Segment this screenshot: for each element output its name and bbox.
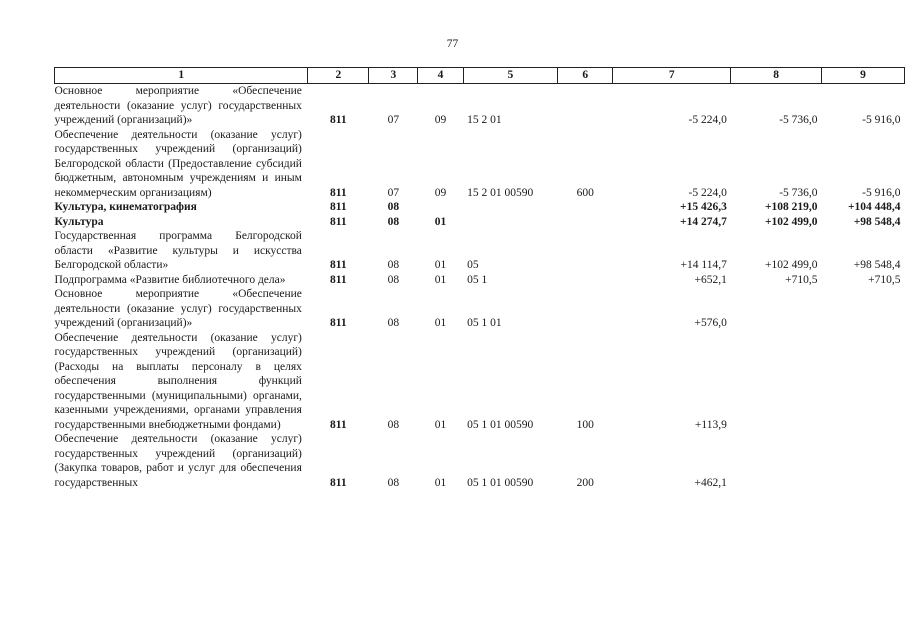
amount-cell: -5 916,0 [862,114,901,126]
table-row [55,287,905,331]
subsection-cell: 01 [434,418,447,431]
section-cell: 08 [387,259,400,271]
target-article-cell [463,215,558,230]
expense-type-cell [558,215,613,230]
section-cell: 07 [387,114,400,126]
admin-code-cell: 811 [330,476,347,489]
section-cell: 08 [387,201,400,213]
table-row [55,229,905,273]
column-header: 9 [822,68,905,84]
column-header: 7 [613,68,731,84]
section-cell: 07 [387,186,400,199]
admin-code-cell: 811 [330,317,347,329]
amount-cell: +102 499,0 [764,215,818,228]
row-name-cell: Обеспечение деятельности (оказание услуг) государственных учреждений (организаций) (Закупка товаров, работ и услуг для обеспечения государственных [54,433,302,489]
amount-cell: +652,1 [694,273,727,286]
amount-cell: +15 426,3 [680,201,727,213]
subsection-cell: 09 [434,186,447,199]
column-header: 2 [308,68,369,84]
column-header: 8 [731,68,822,84]
section-cell: 08 [387,476,400,489]
admin-code-cell: 811 [330,259,347,271]
expense-type-cell [558,84,613,128]
table-header [55,68,905,84]
amount-cell: -5 224,0 [688,114,727,126]
row-name-cell: Государственная программа Белгородской области «Развитие культуры и искусства Белгородской области» [54,230,302,271]
subsection-cell [418,200,463,215]
table-row [55,84,905,128]
expense-type-cell [558,273,613,288]
admin-code-cell: 811 [330,201,347,213]
budget-table [54,67,905,490]
subsection-cell: 01 [434,317,447,329]
table-row [55,215,905,230]
amount-cell: +102 499,0 [765,259,818,271]
table-row [55,331,905,433]
target-article-cell [463,200,558,215]
subsection-cell: 01 [434,215,447,228]
amount-cell: -5 916,0 [862,186,901,199]
amount-cell: -5 224,0 [688,186,727,199]
subsection-cell: 01 [434,273,447,286]
subsection-cell: 09 [434,114,447,126]
admin-code-cell: 811 [330,215,347,228]
row-name-cell: Культура, кинематография [54,201,197,213]
section-cell: 08 [387,273,400,286]
amount-cell [822,432,905,490]
amount-cell: +108 219,0 [764,201,818,213]
section-cell: 08 [387,317,400,329]
amount-cell [822,331,905,433]
amount-cell: +104 448,4 [847,201,901,213]
column-header: 1 [55,68,308,84]
amount-cell: +98 548,4 [853,215,901,228]
amount-cell: +710,5 [868,273,901,286]
amount-cell: -5 736,0 [779,186,818,199]
amount-cell: +710,5 [785,273,818,286]
expense-type-cell: 600 [576,186,594,199]
admin-code-cell: 811 [330,273,347,286]
amount-cell [731,287,822,331]
table-row [55,432,905,490]
row-name-cell: Основное мероприятие «Обеспечение деятельности (оказание услуг) государственных учреждений (организаций)» [54,288,302,329]
amount-cell: +576,0 [694,317,727,329]
expense-type-cell [558,229,613,273]
row-name-cell: Обеспечение деятельности (оказание услуг) государственных учреждений (организаций) Белгородской области (Предоставление субсидий бюджетным, автономным учреждениям и иным некоммерческим организациям) [54,128,302,199]
section-cell: 08 [387,418,400,431]
table-row [55,200,905,215]
amount-cell [731,331,822,433]
target-article-cell: 05 1 01 00590 [467,476,534,489]
column-header: 4 [418,68,463,84]
table-body [55,84,905,491]
subsection-cell: 01 [434,259,447,271]
amount-cell: +462,1 [694,476,727,489]
target-article-cell: 05 1 01 [467,317,502,329]
expense-type-cell: 200 [576,476,594,489]
amount-cell: -5 736,0 [779,114,818,126]
table-row [55,128,905,201]
expense-type-cell: 100 [576,418,594,431]
row-name-cell: Обеспечение деятельности (оказание услуг) государственных учреждений (организаций) (Расходы на выплаты персоналу в целях обеспечения выполнения функций государственными (муниципальными) органами, казенными учреждениями, органами управления государственными внебюджетными фондами) [54,331,302,431]
row-name-cell: Основное мероприятие «Обеспечение деятельности (оказание услуг) государственных учреждений (организаций)» [54,85,302,126]
amount-cell [822,287,905,331]
subsection-cell: 01 [434,476,447,489]
column-header: 6 [558,68,613,84]
target-article-cell: 05 [467,259,479,271]
amount-cell [731,432,822,490]
admin-code-cell: 811 [330,418,347,431]
row-name-cell: Культура [54,215,104,228]
target-article-cell: 15 2 01 [467,114,502,126]
admin-code-cell: 811 [330,186,347,199]
section-cell: 08 [387,215,400,228]
target-article-cell: 15 2 01 00590 [467,186,534,199]
amount-cell: +113,9 [694,418,727,431]
page-number: 77 [446,38,459,50]
expense-type-cell [558,287,613,331]
amount-cell: +14 274,7 [680,215,727,228]
expense-type-cell [558,200,613,215]
row-name-cell: Подпрограмма «Развитие библиотечного дела» [54,273,286,286]
amount-cell: +14 114,7 [680,259,727,271]
column-header: 3 [369,68,418,84]
target-article-cell: 05 1 01 00590 [467,418,534,431]
table-row [55,273,905,288]
amount-cell: +98 548,4 [853,259,901,271]
target-article-cell: 05 1 [467,273,488,286]
admin-code-cell: 811 [330,114,347,126]
column-header: 5 [463,68,558,84]
